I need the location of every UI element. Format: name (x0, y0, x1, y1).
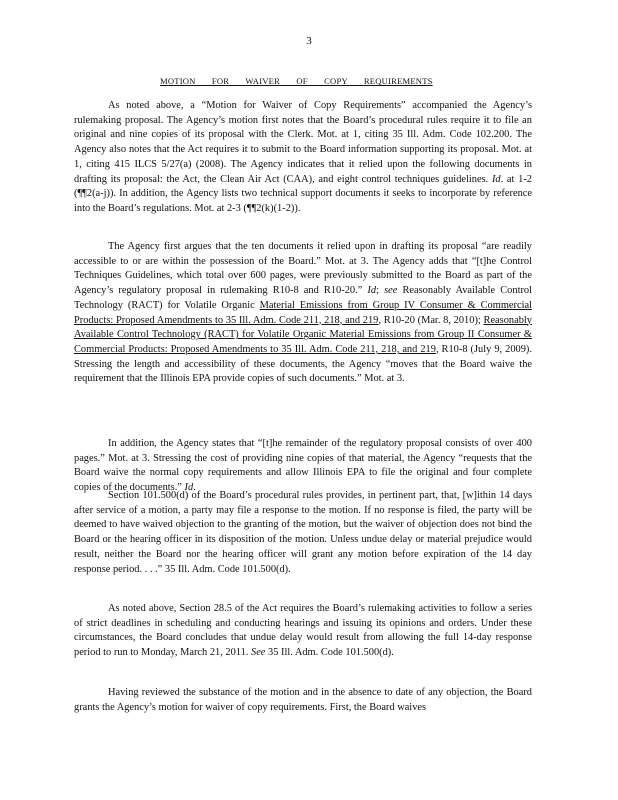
citation-italic: see (384, 285, 398, 297)
paragraph (74, 99, 532, 217)
citation-italic: Id (491, 173, 501, 185)
text-run: Having reviewed the substance of the motion and in the absence to date of any objection, the Board grants the Agency’s motion for waiver of copy requirements. First, the Board waives (74, 687, 532, 713)
text-run: . (193, 482, 196, 494)
case-title-underlined: Material Emissions from Group IV Consumer & Commercial Products: Proposed Amendments to 35 Ill. Adm. Code 211, 218, and 219 (74, 299, 532, 326)
paragraph (74, 489, 532, 577)
citation-italic: See (251, 647, 266, 659)
page-number: 3 (306, 35, 312, 47)
paragraph-text (74, 240, 532, 387)
text-run: Section 101.500(d) of the Board’s procedural rules provides, in pertinent part, that, [w]ithin 14 days after service of a motion, a party may file a response to the motion. If no response is filed, the party will be deemed to have waived objection to the granting of the motion, but the waiver of objection does not bind the Board or the hearing officer in its disposition of the motion. Unless undue delay or material prejudice would result, neither the Board nor the hearing officer will grant any motion before expiration of the 14 day response period. . . .” 35 Ill. Adm. Code 101.500(d). (74, 490, 532, 575)
case-title-underlined: Reasonably Available Control Technology (RACT) for Volatile Organic Material Emissions from Group II Consumer & Commercial Products: Proposed Amendments to 35 Ill. Adm. Code 211, 218, and 219 (74, 314, 532, 355)
section-heading: MOTION FOR WAIVER OF COPY REQUIREMENTS (160, 76, 433, 86)
paragraph-text (74, 437, 532, 496)
text-run: ; (376, 285, 385, 297)
text-run: . at 1-2 (¶¶2(a-j)). In addition, the Agency lists two technical support documents it seeks to incorporate by reference into the Board’s regulations. Mot. at 2-3 (¶¶2(k)(1-2)). (74, 173, 532, 214)
paragraph (74, 602, 532, 661)
text-run: , R10-8 (July 9, 2009). Stressing the length and accessibility of these documents, the Agency “moves that the Board waive the requirement that the Illinois EPA provide copies of such documents.” Mot. at 3. (74, 343, 532, 385)
paragraph-text (74, 602, 532, 661)
paragraph-text (74, 489, 532, 577)
text-run: As noted above, Section 28.5 of the Act requires the Board’s rulemaking activities to follow a series of strict deadlines in scheduling and conducting hearings and issuing its opinions and orders. Under these circumstances, the Board concludes that undue delay would result from allowing the full 14-day response period to run to Monday, March 21, 2011. (74, 603, 532, 659)
paragraph (74, 240, 532, 387)
text-run: 35 Ill. Adm. Code 101.500(d). (265, 647, 394, 659)
citation-italic: Id (367, 285, 377, 297)
paragraph (74, 686, 532, 715)
paragraph-text (74, 686, 532, 715)
text-run: , R10-20 (Mar. 8, 2010); (378, 314, 484, 326)
citation-italic: Id (184, 482, 194, 494)
text-run: The Agency first argues that the ten documents it relied upon in drafting its proposal “are readily accessible to or are within the possession of the Board.” Mot. at 3. The Agency adds that “[t]he Control Techniques Guidelines, which total over 600 pages, were previously submitted to the Board as part of the Agency’s regulatory proposal in rulemaking R10-8 and R10-20.” (74, 241, 532, 297)
text-run: As noted above, a “Motion for Waiver of Copy Requirements” accompanied the Agency’s rulemaking proposal. The Agency’s motion first notes that the Board’s procedural rules require it to file an original and nine copies of its proposal with the Clerk. Mot. at 1, citing 35 Ill. Adm. Code 102.200. The Agency also notes that the Act requires it to submit to the Board information supporting its proposal. Mot. at 1, citing 415 ILCS 5/27(a) (2008). The Agency indicates that it relied upon the following documents in drafting its proposal: the Act, the Clean Air Act (CAA), and eight control techniques guidelines. (74, 100, 532, 185)
paragraph-text (74, 99, 532, 217)
text-run: Reasonably Available Control Technology (RACT) for Volatile Organic (74, 285, 532, 311)
paragraph (74, 437, 532, 496)
text-run: In addition, the Agency states that “[t]he remainder of the regulatory proposal consists of over 400 pages.” Mot. at 3. Stressing the cost of providing nine copies of that material, the Agency “requests that the Board waive the normal copy requirements and allow Illinois EPA to file the original and four complete copies of the documents.” (74, 438, 532, 494)
